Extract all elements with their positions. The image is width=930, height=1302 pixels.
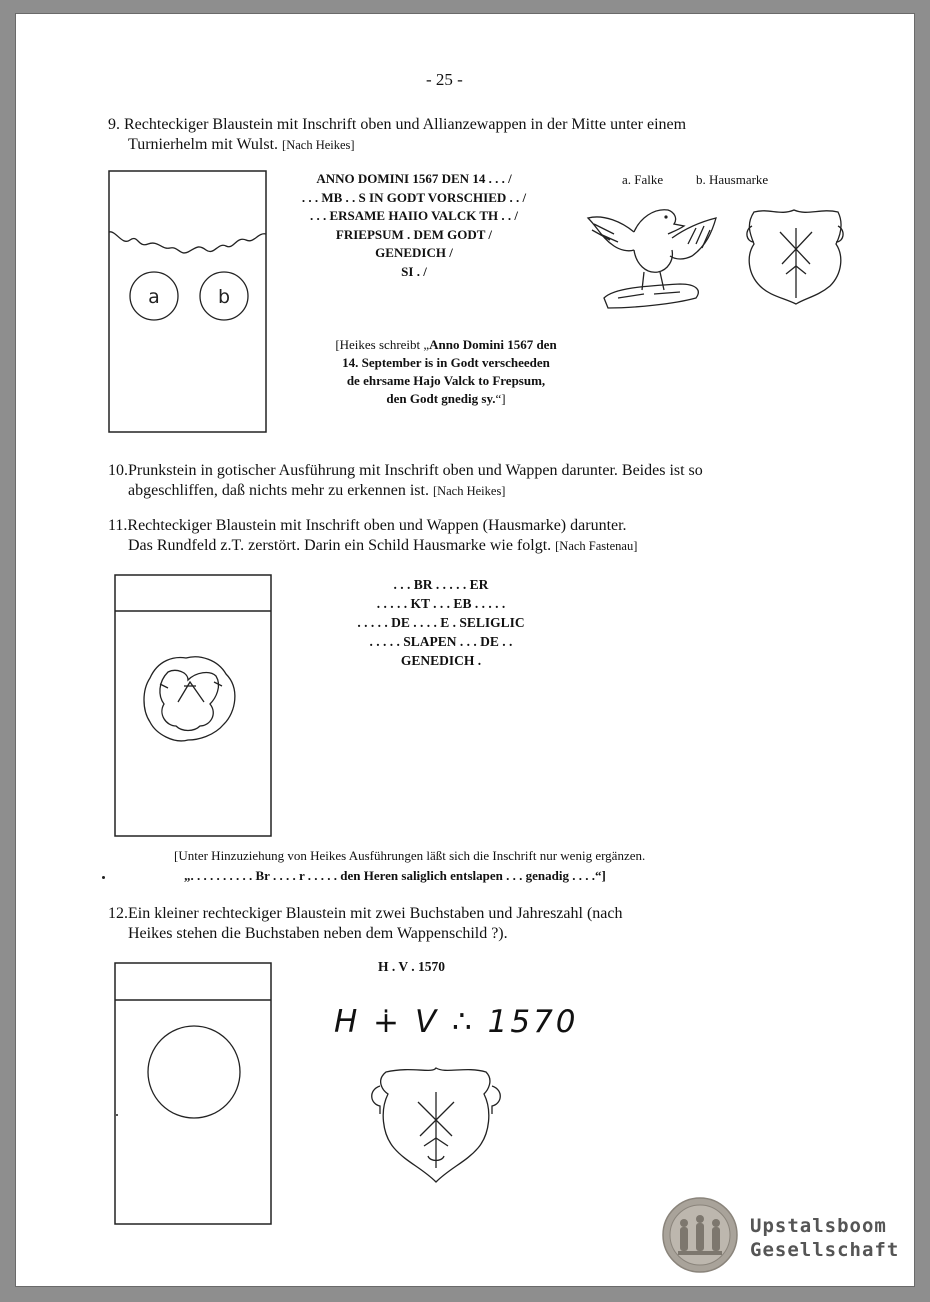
hausmarke-shield-icon (740, 204, 850, 308)
label-falke: a. Falke (622, 172, 664, 187)
item-10-source: [Nach Heikes] (432, 484, 506, 498)
item-12-line-2: Heikes stehen die Buchstaben neben dem Wappenschild ?). (128, 925, 508, 942)
society-logo-text: Upstalsboom Gesellschaft (750, 1215, 900, 1261)
item-12-number: 12. (108, 905, 128, 922)
item-9-note: [Heikes schreibt „Anno Domini 1567 den 14. September is in Godt verscheeden de ehrsame Hajo Valck to Frepsum, den Godt gnedig sy.“] (335, 337, 557, 406)
document-page (16, 14, 914, 1286)
item-10-line-2: abgeschliffen, daß nichts mehr zu erkennen ist. [Nach Heikes] (128, 482, 506, 499)
item-11-number: 11. (108, 517, 128, 534)
item-11-note-line-2: „. . . . . . . . . . Br . . . . r . . . . . den Heren saliglich entslapen . . . genadig . . . .“] (184, 868, 606, 883)
item-11-inscription: . . . BR . . . . . ER . . . . . KT . . . EB . . . . . . . . . . DE . . . . E . SELIGLIC . . . . . SLAPEN . . . DE . . GENEDICH . (357, 577, 525, 668)
page-number: - 25 - (426, 70, 463, 89)
item-12-line-1: 12.Ein kleiner rechteckiger Blaustein mit zwei Buchstaben und Jahreszahl (nach (108, 905, 623, 922)
item-11-line-1: 11.Rechteckiger Blaustein mit Inschrift oben und Wappen (Hausmarke) darunter. (108, 517, 627, 534)
item-9-stone-drawing (108, 170, 268, 434)
item-11-line-2: Das Rundfeld z.T. zerstört. Darin ein Schild Hausmarke wie folgt. [Nach Fastenau] (128, 537, 638, 554)
item-12-shield-icon (366, 1064, 506, 1188)
society-seal-icon (662, 1197, 738, 1273)
item-12-inscription: H . V . 1570 (378, 959, 446, 974)
item-9-line-2: Turnierhelm mit Wulst. [Nach Heikes] (128, 136, 355, 153)
scan-speck (102, 876, 105, 879)
item-10-number: 10. (108, 462, 128, 479)
item-11-note-line-1: [Unter Hinzuziehung von Heikes Ausführungen läßt sich die Inschrift nur wenig ergänzen. (174, 848, 646, 863)
falcon-sketch-icon (584, 194, 724, 314)
label-hausmarke: b. Hausmarke (696, 172, 769, 187)
circle-b-label: b (217, 286, 231, 308)
item-12-stone-drawing (114, 962, 274, 1226)
scan-speck (116, 1114, 118, 1116)
item-11-stone-drawing (114, 574, 274, 838)
item-12-handwritten-inscription: H ∔ V ∴ 1570 (334, 1004, 579, 1040)
circle-a-label: a (148, 286, 160, 308)
item-10-line-1: 10.Prunkstein in gotischer Ausführung mit Inschrift oben und Wappen darunter. Beides ist so (108, 462, 703, 479)
item-11-source: [Nach Fastenau] (555, 539, 638, 553)
item-9-number: 9. (108, 116, 120, 133)
item-9-source: [Nach Heikes] (282, 138, 355, 152)
item-9-inscription: ANNO DOMINI 1567 DEN 14 . . . / . . . MB . . S IN GODT VORSCHIED . . / . . . ERSAME HAIIO VALCK TH . . / FRIEPSUM . DEM GODT / GENEDICH / SI . / (301, 171, 527, 279)
item-9-line-1: 9. Rechteckiger Blaustein mit Inschrift oben und Allianzewappen in der Mitte unter einem (108, 116, 687, 133)
